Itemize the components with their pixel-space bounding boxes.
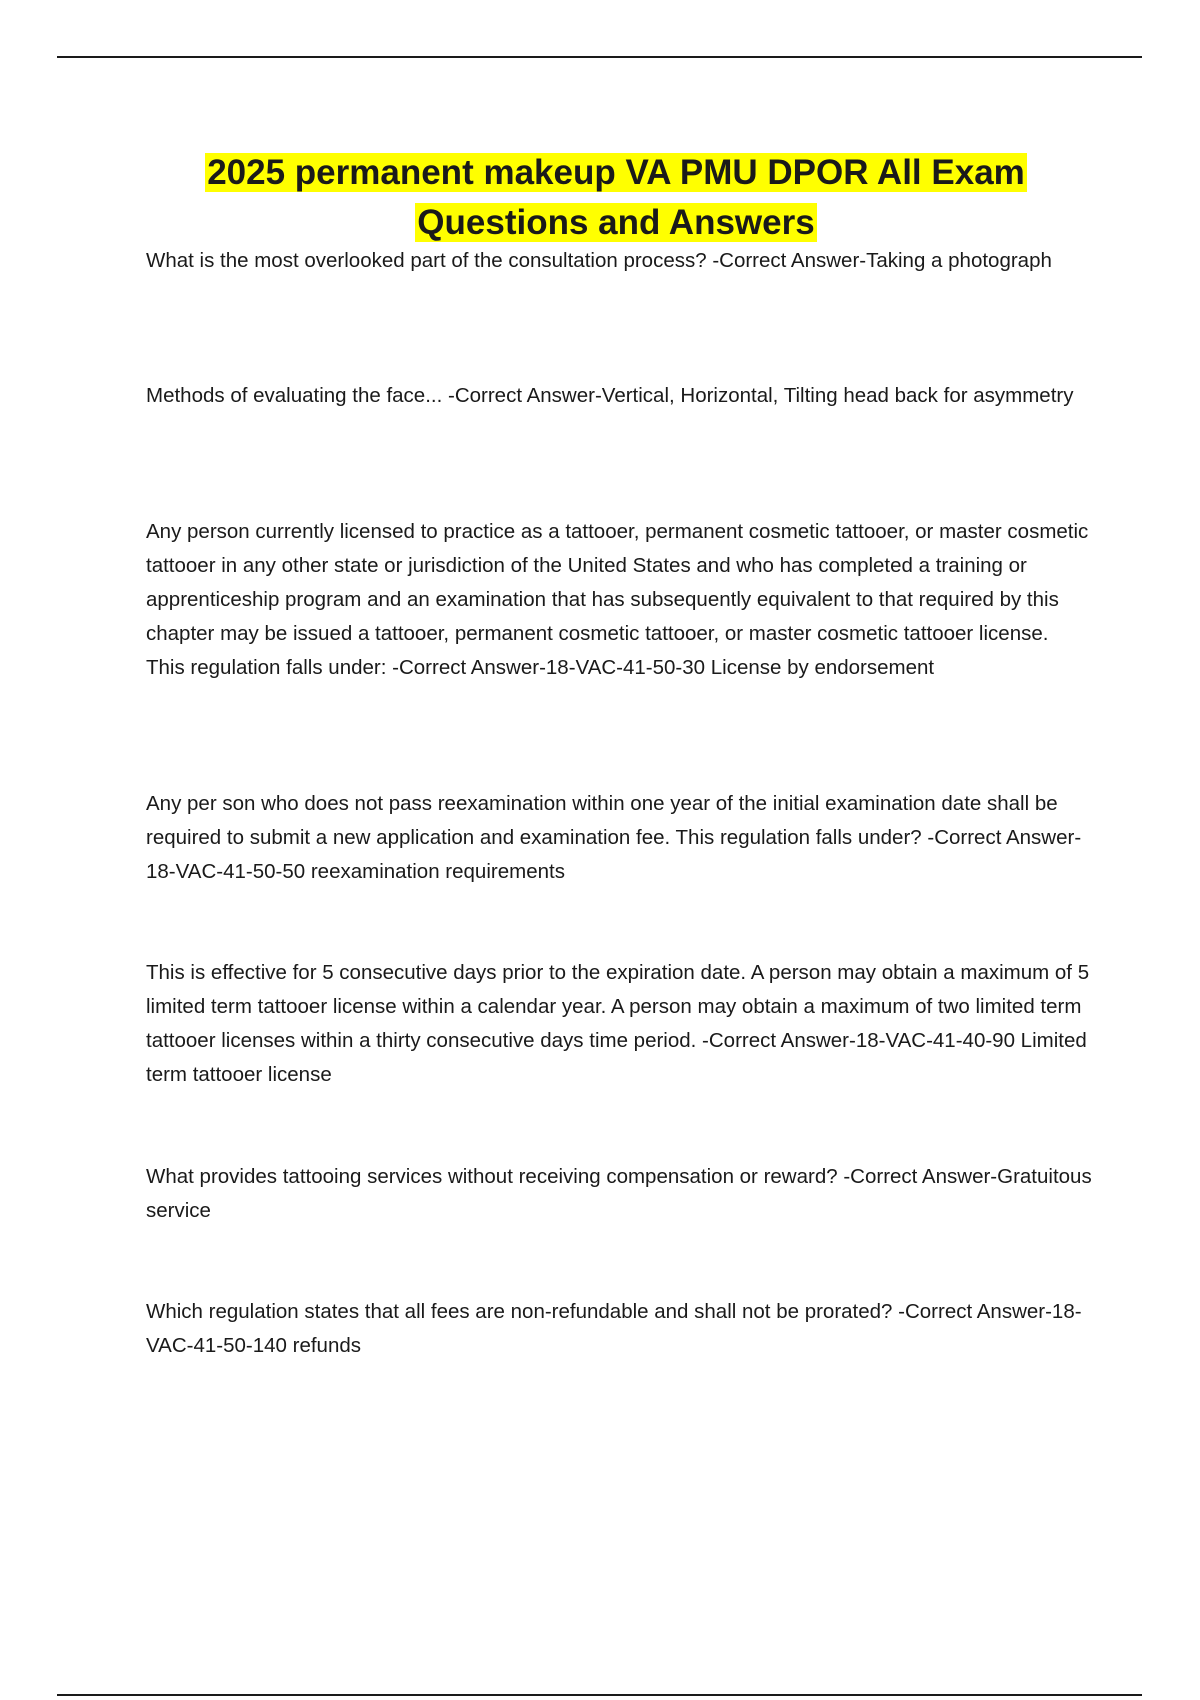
qa-item: Any per son who does not pass reexamination within one year of the initial examination date shall be required to submit a new application and examination fee. This regulation falls under? -Correct Answer-18-VAC-41-50-50 reexamination requirements [146, 792, 1082, 883]
document-title-text: 2025 permanent makeup VA PMU DPOR All Exam Questions and Answers [207, 153, 1025, 242]
qa-item: This is effective for 5 consecutive days prior to the expiration date. A person may obtain a maximum of 5 limited term tattooer license within a calendar year. A person may obtain a maximum of two limited term tattooer licenses within a thirty consecutive days time period. -Correct Answer-18-VAC-41-40-90 Limited term tattooer license [146, 961, 1090, 1086]
qa-item: Which regulation states that all fees are non-refundable and shall not be prorated? -Correct Answer-18-VAC-41-50-140 refunds [146, 1300, 1082, 1357]
qa-list [146, 244, 1092, 1375]
qa-item: What is the most overlooked part of the consultation process? -Correct Answer-Taking a photograph [146, 249, 1052, 272]
qa-item: What provides tattooing services without receiving compensation or reward? -Correct Answer-Gratuitous service [146, 1165, 1092, 1222]
top-rule [57, 56, 1142, 58]
bottom-rule [57, 1694, 1142, 1696]
document-title [146, 148, 1086, 248]
qa-item: Any person currently licensed to practice as a tattooer, permanent cosmetic tattooer, or master cosmetic tattooer in any other state or jurisdiction of the United States and who has completed a training or apprenticeship program and an examination that has subsequently equivalent to that required by this chapter may be issued a tattooer, permanent cosmetic tattooer, or master cosmetic tattooer license. This regulation falls under: -Correct Answer-18-VAC-41-50-30 License by endorsement [146, 520, 1089, 679]
qa-item: Methods of evaluating the face... -Correct Answer-Vertical, Horizontal, Tilting head back for asymmetry [146, 384, 1074, 407]
